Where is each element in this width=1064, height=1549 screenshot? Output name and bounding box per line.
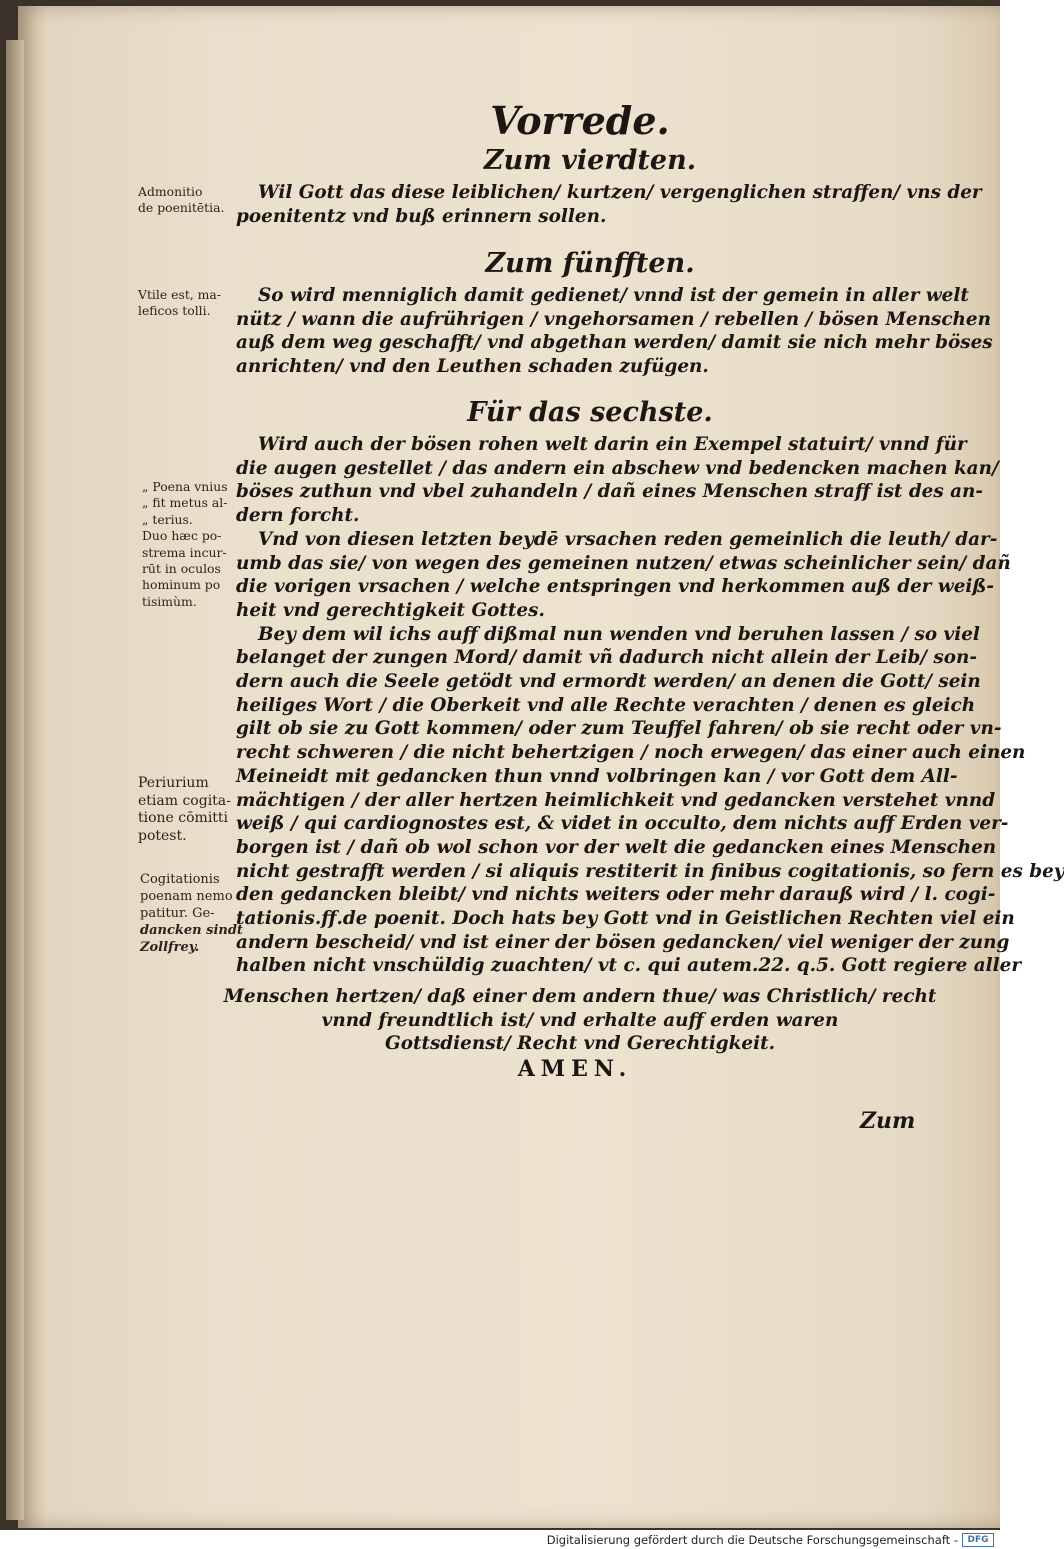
text-line: Vnd von diesen letzten beydē vrsachen reden gemeinlich die leuth/ dar- [258,528,998,550]
section-heading-4: Zum vierdten. [483,145,697,176]
section-heading-6: Für das sechste. [467,397,713,428]
text-line: halben nicht vnschüldig zuachten/ vt c. qui autem.22. q.5. Gott regiere aller [236,955,1022,977]
margin-note [138,775,238,845]
text-line: borgen ist / dañ ob wol schon vor der welt die gedancken eines Menschen [236,836,997,858]
margin-line: „ fit metus al- [142,495,228,511]
margin-line: Admonitio [138,184,203,199]
text-line: Bey dem wil ichs auff dißmal nun wenden vnd beruhen lassen / so viel [258,623,980,645]
text-line: Wil Gott das diese leiblichen/ kurtzen/ vergenglichen straffen/ vns der [258,182,982,203]
closing-prayer [220,985,940,1056]
margin-line: „ Poena vnius [142,479,228,494]
text-line: Meineidt mit gedancken thun vnnd volbringen kan / vor Gott dem All- [236,765,958,787]
text-line: So wird menniglich damit gedienet/ vnnd ist der gemein in aller welt [258,285,969,306]
margin-line: hominum po [142,577,221,593]
text-line: belanget der zungen Mord/ damit vñ dadurch nicht allein der Leib/ son- [236,647,978,669]
text-line: Wird auch der bösen rohen welt darin ein Exempel statuirt/ vnnd für [258,434,967,455]
margin-line: Cogitationis [140,872,220,887]
margin-line: poenam nemo [140,889,233,904]
text-line: weiß / qui cardiognostes est, & videt in occulto, dem nichts auff Erden ver- [236,813,1009,835]
margin-line: de poenitētia. [138,200,225,216]
text-line: andern bescheid/ vnd ist einer der bösen gedancken/ viel weniger der zung [236,931,1010,953]
margin-note [140,871,243,956]
margin-line: Vtile est, ma- [138,287,221,302]
text-line: gilt ob sie zu Gott kommen/ oder zum Teuffel fahren/ ob sie recht oder vn- [236,718,1002,740]
footer-credit: Digitalisierung gefördert durch die Deutsche Forschungsgemeinschaft - [546,1533,958,1547]
amen: AMEN. [517,1056,633,1082]
text-line: böses zuthun vnd vbel zuhandeln / dañ eines Menschen straff ist des an- [236,481,984,503]
margin-line: leficos tolli. [138,303,211,319]
text-line: umb das sie/ von wegen des gemeinen nutzen/ etwas scheinlicher sein/ dañ [236,552,1011,574]
margin-note [138,184,238,217]
text-line: Gottsdienst/ Recht vnd Gerechtigkeit. [384,1033,775,1055]
text-line: die vorigen vrsachen / welche entspringen vnd herkommen auß der weiß- [236,576,994,598]
page-edge [6,40,24,1520]
margin-line: tione cōmitti [138,810,229,826]
text-line: nütz / wann die aufrührigen / vngehorsamen / rebellen / bösen Menschen [236,308,991,330]
text-line: Menschen hertzen/ daß einer dem andern thue/ was Christlich/ recht [223,986,937,1007]
text-line: die augen gestellet / das andern ein abschew vnd bedencken machen kan/ [236,457,999,479]
margin-line: „ terius. [142,511,193,527]
text-line: auß dem weg geschafft/ vnd abgethan werden/ damit sie nich mehr böses [236,332,993,354]
footer-bar [0,1530,1000,1549]
margin-line: Periurium [138,775,209,791]
catchword: Zum [860,1108,916,1134]
text-line: dern forcht. [236,505,360,527]
text-line: recht schweren / die nicht behertzigen / noch erwegen/ das einer auch einen [236,742,1026,764]
section-body-4 [236,181,982,228]
margin-line: potest. [138,827,187,844]
section-body-5 [236,284,993,379]
margin-line: etiam cogita- [138,792,231,809]
running-head: Vorrede. [490,98,670,143]
text-line: dern auch die Seele getödt vnd ermordt werden/ an denen die Gott/ sein [236,671,981,693]
dfg-logo: DFG [962,1533,994,1547]
section-heading-5: Zum fünfften. [485,248,695,279]
margin-line: Zollfrey. [140,940,200,955]
margin-note [138,287,238,320]
text-line: den gedancken bleibt/ vnd nichts weiters oder mehr darauß wird / l. cogi- [236,884,996,906]
margin-line: dancken sindt [140,923,243,938]
margin-line: strema incur- [142,544,227,560]
text-line: anrichten/ vnd den Leuthen schaden zufügen. [236,356,709,378]
margin-line: Duo hæc po- [142,528,222,544]
text-line: heiliges Wort / die Oberkeit vnd alle Rechte verachten / denen es gleich [236,694,976,716]
text-line: heit vnd gerechtigkeit Gottes. [236,599,545,621]
section-body-6 [236,433,1064,978]
text-line: nicht gestrafft werden / si aliquis restiterit in finibus cogitationis, so fern es bey [236,860,1064,882]
margin-note [142,479,242,610]
margin-line: patitur. Ge- [140,906,215,921]
text-line: vnnd freundtlich ist/ vnd erhalte auff erden waren [321,1009,839,1031]
text-line: mächtigen / der aller hertzen heimlichkeit vnd gedancken verstehet vnnd [236,789,996,811]
text-line: tationis.ff.de poenit. Doch hats bey Gott vnd in Geistlichen Rechten viel ein [236,908,1015,930]
text-line: poenitentz vnd buß erinnern sollen. [236,205,607,227]
margin-line: tisimùm. [142,593,197,609]
margin-line: rūt in oculos [142,561,221,577]
